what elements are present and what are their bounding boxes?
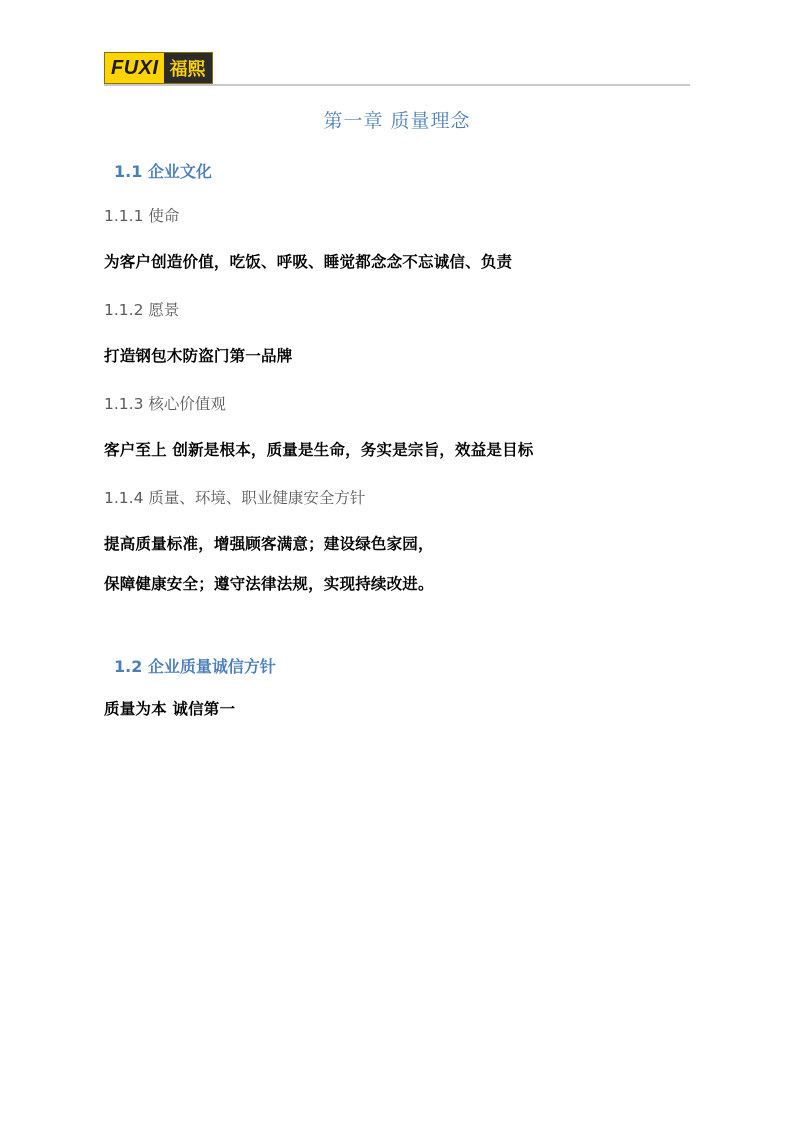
section-spacer bbox=[104, 620, 690, 654]
paragraph-core-values: 客户至上 创新是根本，质量是生命，务实是宗旨，效益是目标 bbox=[104, 441, 534, 459]
subsection-heading-1-1-2: 1.1.2 愿景 bbox=[104, 301, 180, 319]
header-divider bbox=[104, 84, 690, 86]
paragraph-vision: 打造钢包木防盗门第一品牌 bbox=[104, 347, 293, 365]
subsection-heading-1-1-3: 1.1.3 核心价值观 bbox=[104, 395, 226, 413]
paragraph-policy-line-2: 保障健康安全；遵守法律法规，实现持续改进。 bbox=[104, 575, 434, 593]
page-title: 第一章 质量理念 bbox=[323, 110, 471, 132]
paragraph-mission: 为客户创造价值，吃饭、呼吸、睡觉都念念不忘诚信、负责 bbox=[104, 253, 513, 271]
subsection-heading-1-1-1: 1.1.1 使命 bbox=[104, 207, 180, 225]
logo-latin-text: FUXI bbox=[105, 53, 164, 83]
paragraph-policy-line-1: 提高质量标准，增强顾客满意；建设绿色家园， bbox=[104, 535, 434, 553]
subsection-heading-1-1-4: 1.1.4 质量、环境、职业健康安全方针 bbox=[104, 489, 366, 507]
paragraph-integrity-policy: 质量为本 诚信第一 bbox=[104, 700, 236, 718]
section-heading-1-1: 1.1 企业文化 bbox=[114, 162, 212, 181]
logo-cjk-text: 福熙 bbox=[164, 53, 212, 83]
section-heading-1-2: 1.2 企业质量诚信方针 bbox=[114, 657, 276, 676]
document-body bbox=[104, 96, 690, 745]
page-header bbox=[104, 52, 690, 86]
company-logo bbox=[104, 52, 213, 84]
